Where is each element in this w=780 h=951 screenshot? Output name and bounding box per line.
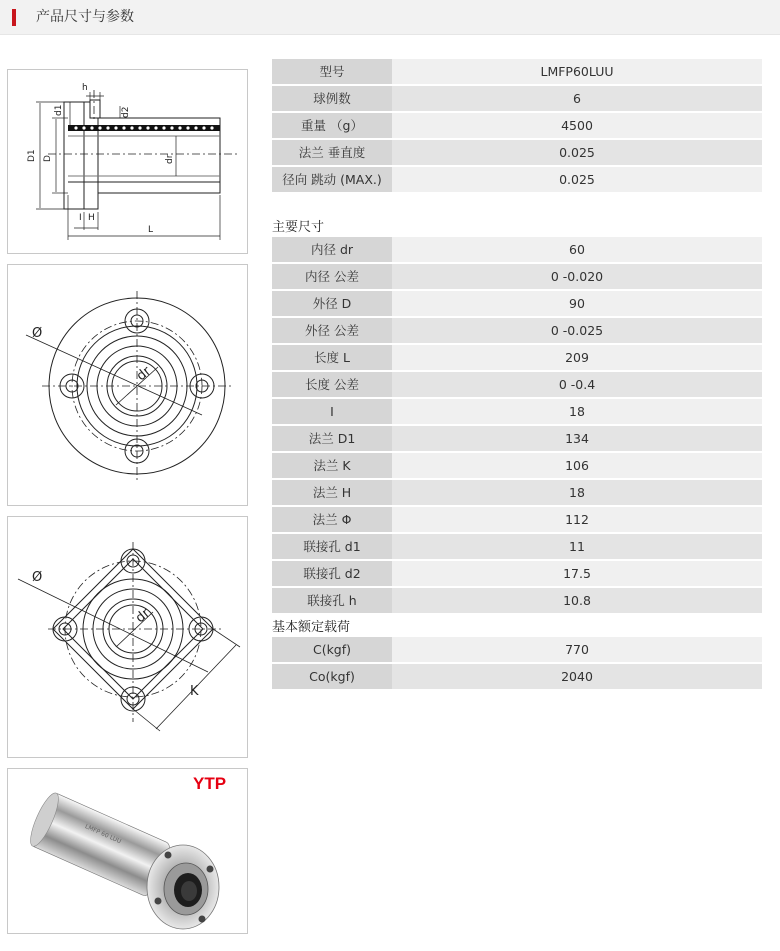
- table-row: [272, 290, 762, 317]
- spec-label: Co(kgf): [272, 663, 392, 690]
- spec-value: 134: [392, 425, 762, 452]
- spec-value: 11: [392, 533, 762, 560]
- side-section-drawing: [7, 69, 248, 254]
- spec-value: 60: [392, 237, 762, 263]
- spec-value: 10.8: [392, 587, 762, 614]
- spec-label: C(kgf): [272, 637, 392, 663]
- spec-label: 法兰 垂直度: [272, 139, 392, 166]
- photo-engraving: LMFP 60 LUU: [83, 823, 123, 846]
- spec-value: 0 -0.4: [392, 371, 762, 398]
- spec-value: 0.025: [392, 166, 762, 193]
- spec-value: 106: [392, 452, 762, 479]
- table-row: [272, 344, 762, 371]
- spec-label: 长度 公差: [272, 371, 392, 398]
- spec-value: 17.5: [392, 560, 762, 587]
- spec-value: LMFP60LUU: [392, 59, 762, 85]
- spec-label: 外径 公差: [272, 317, 392, 344]
- spec-value: 209: [392, 344, 762, 371]
- dim-label-h: h: [82, 83, 88, 93]
- spec-label: 联接孔 h: [272, 587, 392, 614]
- dim-label-dr-round: dr: [133, 363, 154, 385]
- spec-value: 0 -0.020: [392, 263, 762, 290]
- table-row: [272, 398, 762, 425]
- dim-label-phi: Ø: [32, 326, 43, 341]
- dim-label-d1: d1: [54, 104, 64, 116]
- table-row: [272, 425, 762, 452]
- table-row: [272, 506, 762, 533]
- spec-label: 长度 L: [272, 344, 392, 371]
- table-row: [272, 237, 762, 263]
- spec-value: 770: [392, 637, 762, 663]
- spec-value: 0 -0.025: [392, 317, 762, 344]
- spec-label: 球例数: [272, 85, 392, 112]
- table-row: [272, 533, 762, 560]
- dim-label-I: I: [79, 213, 82, 223]
- spec-value: 0.025: [392, 139, 762, 166]
- dim-label-H: H: [88, 213, 95, 223]
- spec-value: 4500: [392, 112, 762, 139]
- table-row: [272, 112, 762, 139]
- dim-label-L: L: [148, 225, 154, 235]
- spec-label: 重量 （g）: [272, 112, 392, 139]
- round-flange-drawing: [7, 264, 248, 506]
- load-rating-table: [272, 637, 762, 691]
- table-row: [272, 560, 762, 587]
- spec-label: 法兰 Φ: [272, 506, 392, 533]
- spec-label: 径向 跳动 (MAX.): [272, 166, 392, 193]
- spec-value: 2040: [392, 663, 762, 690]
- table-row: [272, 637, 762, 663]
- spec-value: 18: [392, 479, 762, 506]
- spec-value: 6: [392, 85, 762, 112]
- spec-label: I: [272, 398, 392, 425]
- table-row: [272, 663, 762, 690]
- dim-label-dr: dr: [165, 154, 175, 164]
- spec-label: 法兰 H: [272, 479, 392, 506]
- table-row: [272, 85, 762, 112]
- spec-label: 外径 D: [272, 290, 392, 317]
- dim-label-D1: D1: [27, 149, 37, 162]
- basic-spec-table: [272, 59, 762, 194]
- header-accent-bar: [12, 9, 16, 26]
- table-row: [272, 59, 762, 85]
- spec-value: 112: [392, 506, 762, 533]
- table-row: [272, 479, 762, 506]
- dim-label-K: K: [190, 684, 199, 699]
- table-row: [272, 587, 762, 614]
- table-row: [272, 139, 762, 166]
- spec-label: 联接孔 d2: [272, 560, 392, 587]
- table-row: [272, 263, 762, 290]
- product-photo: [7, 768, 248, 934]
- spec-label: 联接孔 d1: [272, 533, 392, 560]
- square-flange-drawing: [7, 516, 248, 758]
- main-dimensions-heading: 主要尺寸: [272, 220, 325, 235]
- spec-label: 型号: [272, 59, 392, 85]
- table-row: [272, 317, 762, 344]
- brand-logo: YTP: [193, 774, 227, 793]
- dim-label-D: D: [43, 155, 53, 162]
- table-row: [272, 166, 762, 193]
- table-row: [272, 452, 762, 479]
- load-rating-heading: 基本额定载荷: [272, 620, 351, 635]
- spec-label: 法兰 D1: [272, 425, 392, 452]
- dim-label-dr-square: dr: [132, 605, 153, 627]
- spec-label: 内径 公差: [272, 263, 392, 290]
- main-dimensions-table: [272, 237, 762, 615]
- section-title: 产品尺寸与参数: [36, 9, 134, 25]
- section-header: [0, 0, 780, 35]
- spec-value: 18: [392, 398, 762, 425]
- spec-value: 90: [392, 290, 762, 317]
- spec-label: 法兰 K: [272, 452, 392, 479]
- dim-label-phi-square: Ø: [32, 570, 43, 585]
- dim-label-d2: d2: [121, 106, 131, 118]
- spec-label: 内径 dr: [272, 237, 392, 263]
- table-row: [272, 371, 762, 398]
